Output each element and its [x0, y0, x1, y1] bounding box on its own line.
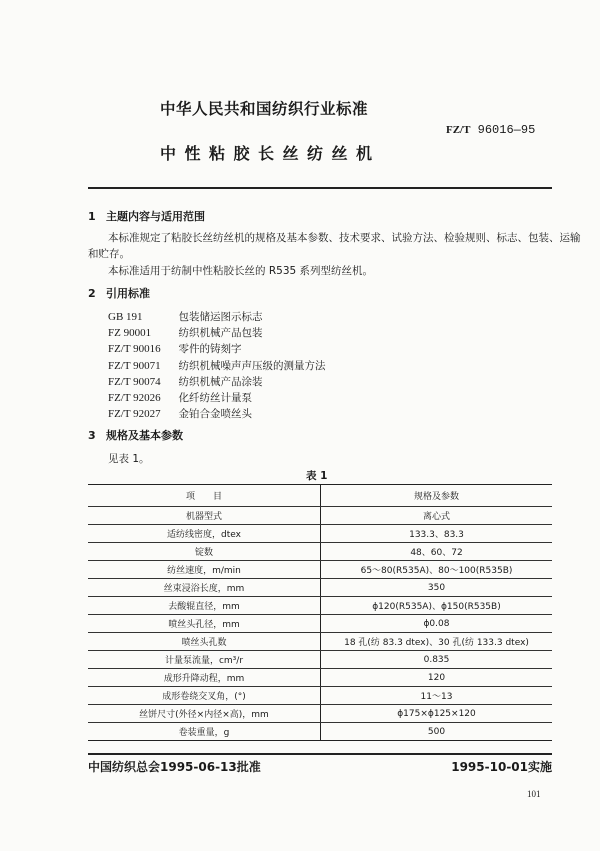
item-cell: 丝束浸浴长度，mm [88, 579, 321, 597]
standard-code [446, 123, 535, 137]
issuing-organization: 中华人民共和国纺织行业标准 [160, 100, 369, 118]
value-cell: 离心式 [321, 507, 553, 525]
value-cell: 0.835 [321, 651, 553, 669]
reference-code: FZ 90001 [108, 327, 152, 340]
reference-title: 纺织机械产品涂装 [178, 375, 263, 388]
reference-title: 化纤纺丝计量泵 [178, 392, 252, 404]
footer-divider [88, 753, 552, 755]
item-cell: 喷丝头孔径，mm [88, 615, 321, 633]
section-title: 规格及基本参数 [106, 429, 183, 442]
table-row [88, 615, 552, 633]
item-cell: 纺丝速度，m/min [88, 561, 321, 579]
reference-code: GB 191 [108, 311, 143, 323]
item-cell: 去酸辊直径，mm [88, 597, 321, 615]
table-row [88, 687, 552, 705]
header-divider [88, 187, 552, 189]
reference-code: FZ/T 90016 [108, 343, 161, 356]
item-cell: 适纺线密度，dtex [88, 525, 321, 543]
value-cell: 133.3、83.3 [321, 525, 553, 543]
item-cell: 锭数 [88, 543, 321, 561]
column-header: 项 目 [88, 485, 321, 507]
reference-item [108, 325, 263, 340]
value-cell: 18 孔(纺 83.3 dtex)、30 孔(纺 133.3 dtex) [321, 633, 553, 651]
reference-title: 包装储运图示标志 [178, 311, 263, 323]
section-number: 3 [88, 429, 96, 442]
section-3-heading [88, 427, 183, 443]
table-row [88, 633, 552, 651]
item-cell: 成形卷绕交叉角，(°) [88, 687, 321, 705]
reference-item [108, 309, 263, 324]
reference-item [108, 358, 326, 373]
reference-item [108, 406, 252, 421]
item-cell: 丝饼尺寸(外径×内径×高)，mm [88, 705, 321, 723]
value-cell: 350 [321, 579, 553, 597]
reference-code: FZ/T 92027 [108, 408, 161, 421]
table-row [88, 507, 552, 525]
value-cell: 120 [321, 669, 553, 687]
reference-title: 金铂合金喷丝头 [178, 408, 252, 421]
table-row [88, 525, 552, 543]
value-cell: ϕ120(R535A)、ϕ150(R535B) [321, 597, 553, 615]
section-number: 2 [88, 287, 96, 300]
item-cell: 卷装重量，g [88, 723, 321, 741]
value-cell: ϕ175×ϕ125×120 [321, 705, 553, 723]
table-caption: 表 1 [306, 470, 328, 482]
table-row [88, 597, 552, 615]
reference-code: FZ/T 92026 [108, 392, 161, 404]
document-title: 中性粘胶长丝纺丝机 [160, 144, 381, 163]
table-row [88, 543, 552, 561]
reference-code: FZ/T 90071 [108, 359, 161, 372]
table-header-row [88, 485, 552, 507]
reference-item [108, 341, 242, 356]
value-cell: 500 [321, 723, 553, 741]
value-cell: 11～13 [321, 687, 553, 705]
code-prefix: FZ/T [446, 124, 471, 136]
value-cell: ϕ0.08 [321, 615, 553, 633]
reference-item [108, 374, 263, 389]
section-2-heading [88, 285, 150, 301]
page-number: 101 [527, 789, 541, 799]
paragraph: 本标准适用于纺制中性粘胶长丝的 R535 系列型纺丝机。 [108, 265, 374, 277]
table-row [88, 651, 552, 669]
value-cell: 48、60、72 [321, 543, 553, 561]
section-title: 主题内容与适用范围 [106, 210, 205, 223]
approval-date: 中国纺织总会1995-06-13批准 [88, 760, 261, 774]
section-title: 引用标准 [106, 287, 150, 300]
item-cell: 喷丝头孔数 [88, 633, 321, 651]
section-number: 1 [88, 210, 96, 223]
item-cell: 成形升降动程，mm [88, 669, 321, 687]
code-number: 96016—95 [477, 123, 536, 137]
table-row [88, 723, 552, 741]
item-cell: 机器型式 [88, 507, 321, 525]
section-1-heading [88, 208, 205, 224]
reference-title: 纺织机械噪声声压级的测量方法 [178, 359, 326, 372]
item-cell: 计量泵流量，cm³/r [88, 651, 321, 669]
reference-code: FZ/T 90074 [108, 375, 161, 388]
value-cell: 65～80(R535A)、80～100(R535B) [321, 561, 553, 579]
reference-title: 纺织机械产品包装 [178, 327, 263, 340]
paragraph: 和贮存。 [88, 248, 130, 260]
paragraph: 本标准规定了粘胶长丝纺丝机的规格及基本参数、技术要求、试验方法、检验规则、标志、包装、运输 [108, 232, 581, 244]
table-row [88, 705, 552, 723]
implementation-date: 1995-10-01实施 [451, 760, 552, 774]
spec-table [88, 484, 552, 741]
table-row [88, 561, 552, 579]
table-row [88, 579, 552, 597]
table-row [88, 669, 552, 687]
reference-title: 零件的铸刻字 [178, 343, 242, 356]
reference-item [108, 390, 252, 405]
column-header: 规格及参数 [321, 485, 553, 507]
paragraph: 见表 1。 [108, 453, 150, 465]
